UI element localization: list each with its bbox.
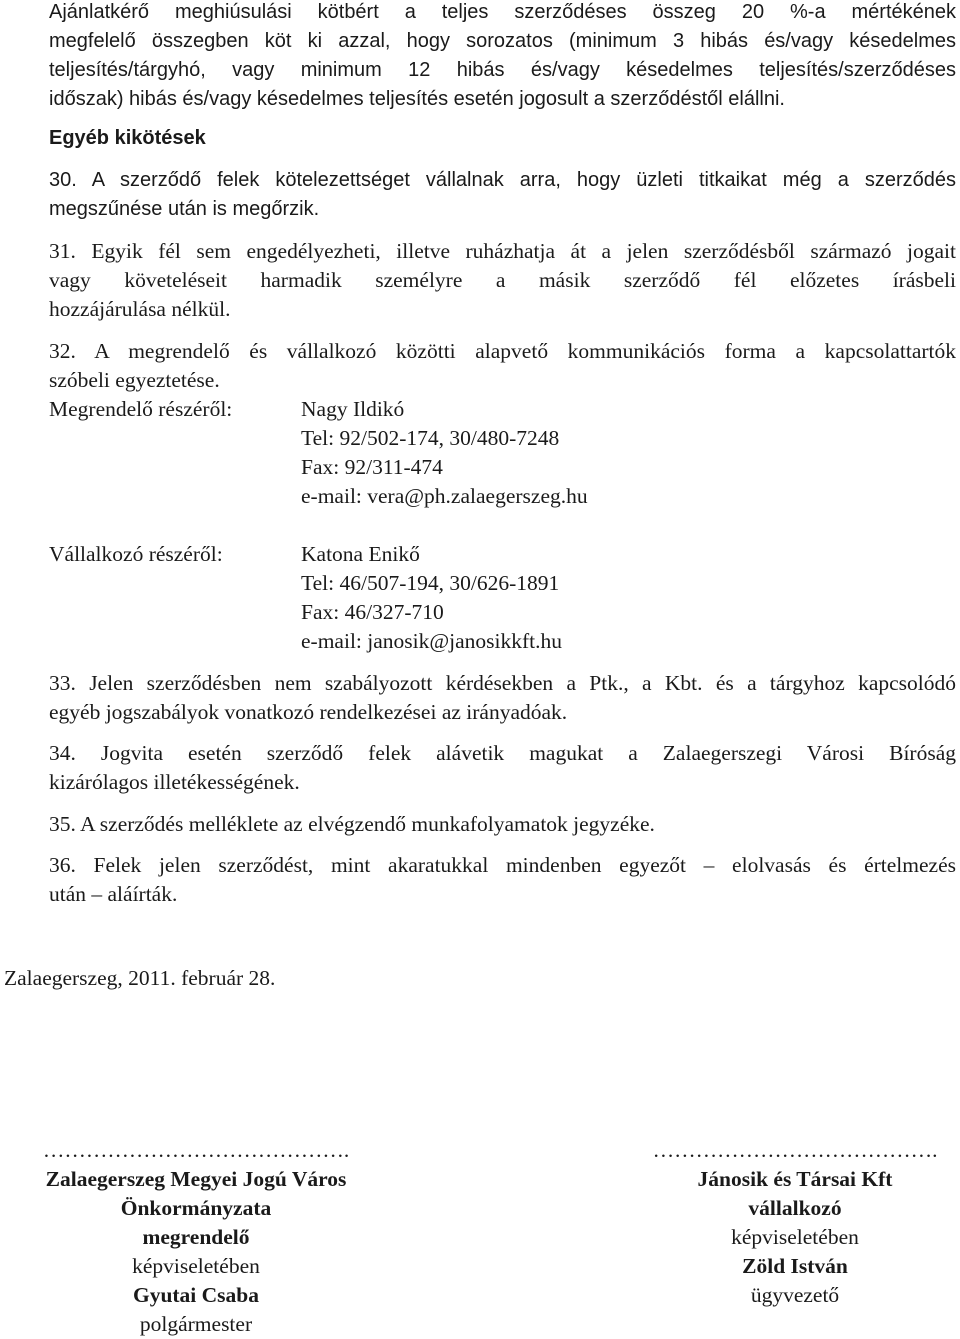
- contact-phone: Tel: 46/507-194, 30/626-1891: [301, 571, 560, 595]
- contact-fax: Fax: 46/327-710: [301, 600, 444, 624]
- paragraph-intro: [49, 0, 956, 114]
- paragraph-36: [49, 851, 956, 909]
- contact-fax: Fax: 92/311-474: [301, 455, 443, 479]
- signer-capacity: képviseletében: [132, 1254, 260, 1278]
- signer-organization-2: Önkormányzata: [120, 1196, 272, 1220]
- paragraph-line: teljesítés/tárgyhó, vagy minimum 12 hibás és/vagy késedelmes teljesítés/szerződéses: [49, 59, 956, 81]
- signer-title: ügyvezető: [750, 1283, 840, 1307]
- paragraph-line: 33. Jelen szerződésben nem szabályozott kérdésekben a Ptk., a Kbt. és a tárgyhoz kapcsolódó: [49, 671, 956, 695]
- section-heading: Egyéb kikötések: [49, 127, 206, 149]
- paragraph-line: után – aláírták.: [49, 882, 178, 906]
- contact-phone: Tel: 92/502-174, 30/480-7248: [301, 426, 560, 450]
- signature-line: ………………………………….: [652, 1138, 938, 1162]
- contact-label: Megrendelő részéről:: [49, 397, 233, 421]
- paragraph-line: 34. Jogvita esetén szerződő felek alávetik magukat a Zalaegerszegi Városi Bíróság: [49, 741, 956, 765]
- signer-name: Zöld István: [742, 1254, 848, 1278]
- paragraph-line: 32. A megrendelő és vállalkozó közötti alapvető kommunikációs forma a kapcsolattartók: [49, 339, 956, 363]
- paragraph-line: Ajánlatkérő meghiúsulási kötbért a teljes szerződéses összeg 20 %-a mértékének: [49, 1, 956, 23]
- paragraph-32: [49, 337, 956, 395]
- signing-date: Zalaegerszeg, 2011. február 28.: [4, 966, 276, 990]
- paragraph-line: 30. A szerződő felek kötelezettséget vállalnak arra, hogy üzleti titkaikat még a szerződés: [49, 169, 956, 191]
- signer-organization: Zalaegerszeg Megyei Jogú Város: [45, 1167, 347, 1191]
- signature-line: …………………………………….: [42, 1138, 350, 1162]
- paragraph-line: 35. A szerződés melléklete az elvégzendő munkafolyamatok jegyzéke.: [49, 812, 655, 836]
- paragraph-34: [49, 739, 956, 797]
- paragraph-line: egyéb jogszabályok vonatkozó rendelkezései az irányadóak.: [49, 700, 568, 724]
- signature-block-vallalkozo: [630, 1136, 960, 1310]
- paragraph-33: [49, 669, 956, 727]
- paragraph-line: 31. Egyik fél sem engedélyezheti, illetve ruházhatja át a jelen szerződésből származó jogait: [49, 239, 956, 263]
- contact-name: Nagy Ildikó: [301, 397, 405, 421]
- signer-title: polgármester: [139, 1312, 253, 1336]
- contact-name: Katona Enikő: [301, 542, 420, 566]
- signer-role: vállalkozó: [748, 1196, 842, 1220]
- paragraph-line: hozzájárulása nélkül.: [49, 297, 231, 321]
- signature-block-megrendelo: [10, 1136, 382, 1339]
- contact-label: Vállalkozó részéről:: [49, 542, 223, 566]
- paragraph-35: [49, 810, 956, 839]
- paragraph-31: [49, 237, 956, 324]
- paragraph-line: szóbeli egyeztetése.: [49, 368, 220, 392]
- signer-organization: Jánosik és Társai Kft: [697, 1167, 893, 1191]
- signer-name: Gyutai Csaba: [132, 1283, 260, 1307]
- paragraph-line: kizárólagos illetékességének.: [49, 770, 300, 794]
- paragraph-line: vagy követeléseit harmadik személyre a másik szerződő fél előzetes írásbeli: [49, 268, 956, 292]
- paragraph-30: [49, 166, 956, 224]
- paragraph-line: időszak) hibás és/vagy késedelmes teljesítés esetén jogosult a szerződéstől elállni.: [49, 88, 785, 110]
- signer-role: megrendelő: [142, 1225, 250, 1249]
- signer-capacity: képviseletében: [731, 1225, 859, 1249]
- contact-email: e-mail: vera@ph.zalaegerszeg.hu: [301, 484, 588, 508]
- paragraph-line: megszűnése után is megőrzik.: [49, 198, 320, 220]
- paragraph-line: megfelelő összegben köt ki azzal, hogy sorozatos (minimum 3 hibás és/vagy késedelmes: [49, 30, 956, 52]
- contact-email: e-mail: janosik@janosikkft.hu: [301, 629, 563, 653]
- paragraph-line: 36. Felek jelen szerződést, mint akaratukkal mindenben egyezőt – elolvasás és értelmezés: [49, 853, 956, 877]
